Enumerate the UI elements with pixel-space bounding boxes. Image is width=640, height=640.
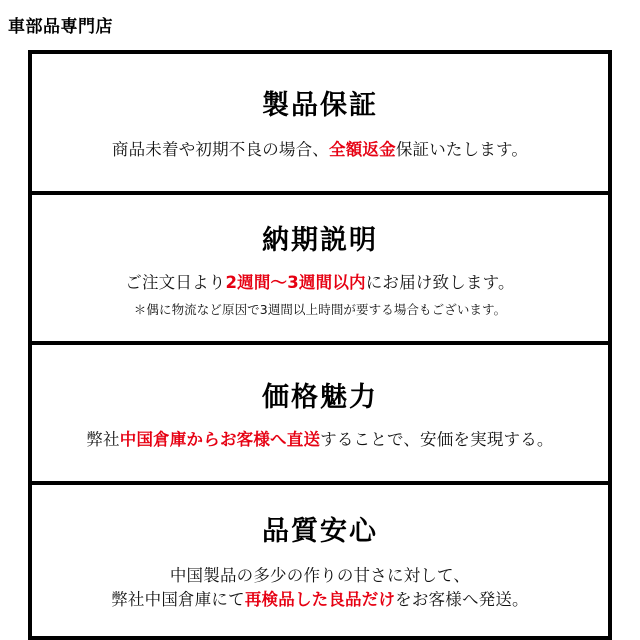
shop-name: 車部品専門店	[8, 17, 113, 37]
panel-title: 製品保証	[262, 90, 378, 122]
panel-list	[28, 50, 612, 640]
panel-body-pre: 弊社	[86, 429, 120, 449]
panel-body	[112, 138, 528, 162]
panel-title: 価格魅力	[262, 381, 378, 413]
panel-body-highlight: 再検品した良品だけ	[244, 590, 396, 609]
panel-price-appeal	[28, 341, 612, 481]
panel-body	[125, 271, 514, 295]
panel-body-line2	[111, 588, 529, 612]
panel-body-post: にお届け致します。	[365, 272, 515, 292]
panel-body-line1: 中国製品の多少の作りの甘さに対して、	[169, 566, 471, 586]
panel-body-pre: 弊社中国倉庫にて	[111, 590, 245, 609]
panel-body-highlight: 2週間～3週間以内	[225, 272, 366, 292]
panel-body-highlight: 中国倉庫からお客様へ直送	[119, 429, 321, 449]
panel-quality-assurance	[28, 481, 612, 640]
panel-body-pre: 商品未着や初期不良の場合、	[111, 140, 329, 160]
panel-delivery-time	[28, 191, 612, 341]
panel-title: 納期説明	[262, 224, 378, 256]
panel-body	[86, 428, 553, 452]
panel-body-highlight: 全額返金	[329, 140, 396, 160]
panel-body	[111, 564, 529, 612]
panel-body-post: をお客様へ発送。	[395, 590, 529, 609]
panel-title: 品質安心	[262, 516, 378, 548]
panel-product-warranty	[28, 50, 612, 191]
panel-note: ＊偶に物流など原因で3週間以上時間が要する場合もございます。	[133, 302, 507, 318]
panel-body-post: することで、安価を実現する。	[320, 429, 554, 449]
panel-body-post: 保証いたします。	[395, 140, 529, 160]
panel-body-pre: ご注文日より	[125, 272, 226, 292]
